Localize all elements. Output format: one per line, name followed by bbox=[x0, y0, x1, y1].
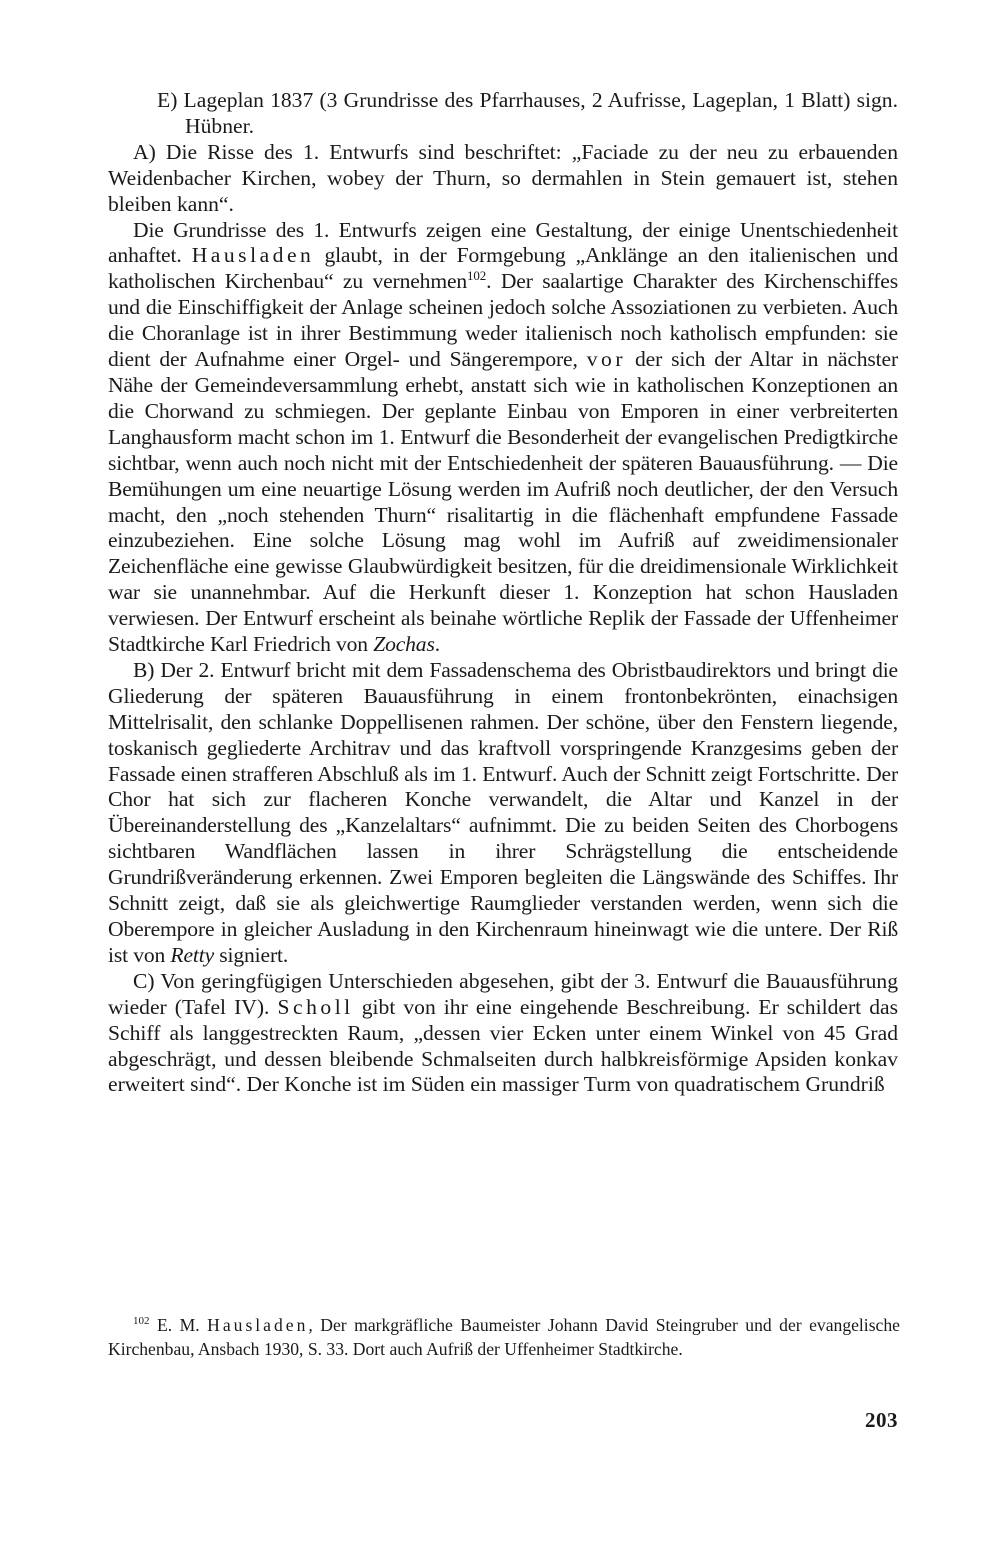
emphasis-vor: vor bbox=[586, 347, 627, 372]
section-a-text-4: der sich der Altar in nächster Nähe der Gemeindeversammlung erhebt, anstatt sich wie in katholischen Konzeptionen an die Chorwand zu schmiegen. Der geplante Einbau von Emporen in einer verbreiterten Langhausform macht schon im 1. Entwurf die Besonderheit der evangelischen Predigtkirche sichtbar, wenn auch noch nicht mit der Entschiedenheit der späteren Bauausführung. — Die Bemühungen um eine neuartige Lösung werden im Aufriß noch deutlicher, der den Versuch macht, den „noch stehenden Thurn“ risalitartig in die flächenhaft empfundene Fassade einzubeziehen. Eine solche Lösung mag wohl im Aufriß auf zweidimensionaler Zeichenfläche eine gewisse Glaubwürdigkeit besitzen, für die dreidimensionale Wirklichkeit war sie unannehmbar. Auf die Herkunft dieser 1. Konzeption hat schon Hausladen verwiesen. Der Entwurf erscheint als beinahe wörtliche Replik der Fassade der Uffenheimer Stadtkirche Karl Friedrich von bbox=[108, 347, 898, 657]
entry-e: E) Lageplan 1837 (3 Grundrisse des Pfarrhauses, 2 Aufrisse, Lageplan, 1 Blatt) sign. Hübner. bbox=[157, 88, 898, 138]
section-c bbox=[108, 969, 898, 1099]
section-a-discussion bbox=[108, 218, 898, 658]
footnote-reference: 102 bbox=[467, 268, 487, 284]
section-b-text: B) Der 2. Entwurf bricht mit dem Fassadenschema des Obristbaudirektors und bringt die Gliederung der späteren Bauausführung in einem frontonbekrönten, einachsigen Mittelrisalit, den schlanke Doppellisenen rahmen. Der schöne, über den Fenstern liegende, toskanisch gegliederte Architrav und das kraftvoll vorspringende Kranzgesims geben der Fassade einen strafferen Abschluß als im 1. Entwurf. Auch der Schnitt zeigt Fortschritte. Der Chor hat sich zur flacheren Konche verwandelt, die Altar und Kanzel in der Übereinanderstellung des „Kanzelaltars“ aufnimmt. Die zu beiden Seiten des Chorbogens sichtbaren Wandflächen lassen in ihrer Schrägstellung die entscheidende Grundrißveränderung erkennen. Zwei Emporen begleiten die Längswände des Schiffes. Ihr Schnitt zeigt, daß sie als gleichwertige Raumglieder verstanden werden, wenn sich die Oberempore in gleicher Ausladung in den Kirchenraum hineinwagt wie die untere. Der Riß ist von bbox=[108, 657, 898, 967]
footnote-102 bbox=[108, 1313, 900, 1362]
author-hausladen: Hausladen bbox=[191, 243, 315, 268]
name-retty: Retty bbox=[170, 942, 215, 967]
page-number: 203 bbox=[865, 1408, 898, 1432]
name-zochas: Zochas bbox=[373, 632, 435, 657]
section-b bbox=[108, 658, 898, 969]
footnote-initials: E. M. bbox=[156, 1315, 200, 1335]
section-c-text-2: gibt von ihr eine eingehende Beschreibung. Er schildert das Schiff als langgestreckten Raum, „dessen vier Ecken unter einem Winkel von 45 Grad abgeschrägt, und dessen bleibende Schmalseiten durch halbkreisförmige Apsiden konkav erweitert sind“. Der Konche ist im Süden ein massiger Turm von quadratischem Grundriß bbox=[108, 994, 898, 1097]
main-text bbox=[108, 88, 898, 1098]
section-b-end: signiert. bbox=[219, 942, 289, 967]
section-c-text-1: C) Von geringfügigen Unterschieden abgesehen, gibt der 3. Entwurf die Bauausführung wieder (Tafel IV). bbox=[108, 968, 898, 1019]
section-a-text-3: . Der saalartige Charakter des Kirchenschiffes und die Einschiffigkeit der Anlage scheinen jedoch solche Assoziationen zu verbieten. Auch die Choranlage ist in ihrer Bestimmung weder italienisch noch katholisch empfunden: sie dient der Aufnahme einer Orgel- und Sängerempore, bbox=[108, 269, 898, 372]
author-scholl: Scholl bbox=[277, 994, 354, 1019]
footnote-text: , Der markgräfliche Baumeister Johann David Steingruber und der evangelische Kirchenbau, Ansbach 1930, S. 33. Dort auch Aufriß der Uffenheimer Stadtkirche. bbox=[108, 1315, 900, 1360]
footnote-number: 102 bbox=[133, 1315, 150, 1327]
section-a-intro: A) Die Risse des 1. Entwurfs sind beschriftet: „Faciade zu der neu zu erbauenden Weidenbacher Kirchen, wobey der Thurn, so dermahlen in Stein gemauert ist, stehen bleiben kann“. bbox=[108, 139, 898, 216]
section-a-end: . bbox=[434, 632, 440, 657]
section-a-text-2: glaubt, in der Formgebung „Anklänge an den italienischen und katholischen Kirchenbau“ zu vernehmen bbox=[108, 243, 899, 294]
section-a-text-1: Die Grundrisse des 1. Entwurfs zeigen eine Gestaltung, der einige Unentschiedenheit anhaftet. bbox=[108, 217, 898, 268]
footnote bbox=[108, 1313, 900, 1362]
footnote-author: Hausladen bbox=[207, 1315, 309, 1335]
